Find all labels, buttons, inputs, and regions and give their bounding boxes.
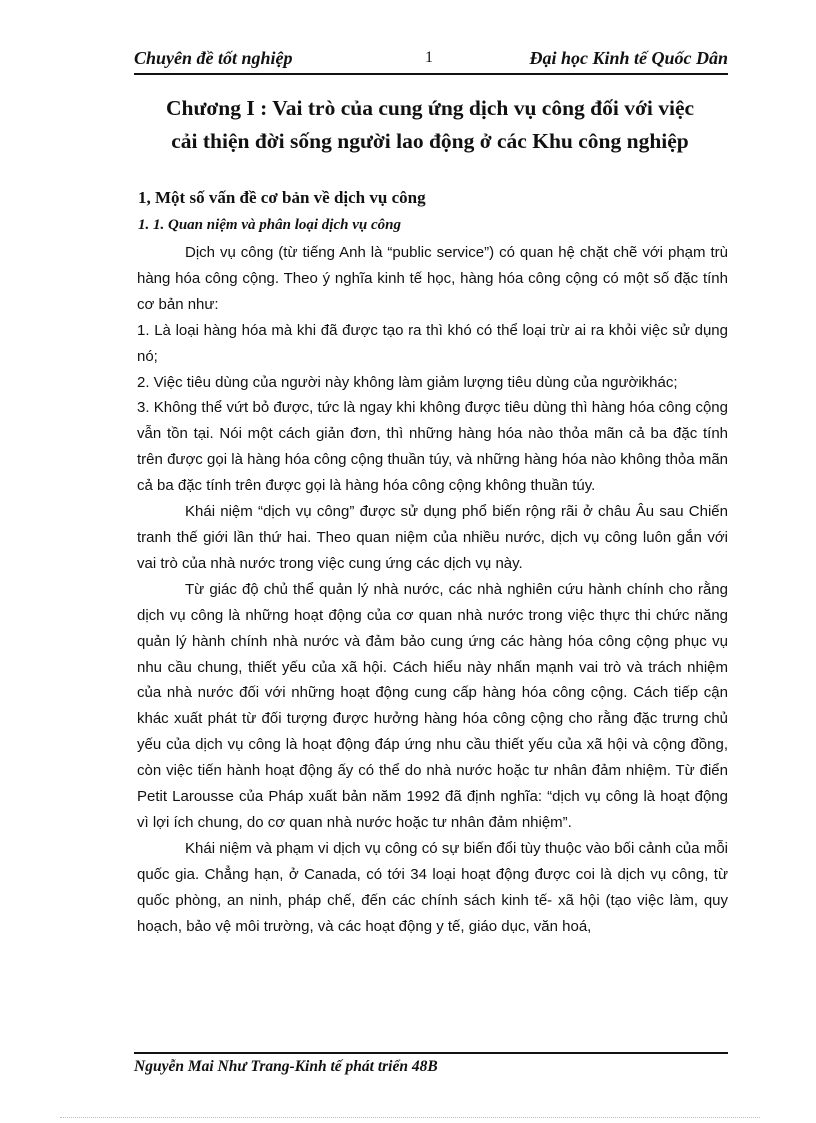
subsection-heading: 1. 1. Quan niệm và phân loại dịch vụ công — [138, 217, 401, 233]
footer-divider — [134, 1052, 728, 1054]
section-heading: 1, Một số vấn đề cơ bản về dịch vụ công — [138, 188, 426, 207]
list-item: 3. Không thể vứt bỏ được, tức là ngay khi không được tiêu dùng thì hàng hóa công cộng vẫn tồn tại. Nói một cách giản đơn, thì những hàng hóa nào thỏa mãn cả ba đặc tính trên được gọi là hàng hóa công cộng thuần túy, và những hàng hóa nào không thỏa mãn cả ba đặc tính trên được gọi là hàng hóa công cộng không thuần túy. — [137, 399, 728, 495]
list-item: 2. Việc tiêu dùng của người này không làm giảm lượng tiêu dùng của ngườikhác; — [137, 373, 678, 391]
chapter-title-line2: cải thiện đời sống người lao động ở các Khu công nghiệp — [171, 129, 689, 153]
paragraph: Khái niệm và phạm vi dịch vụ công có sự biến đổi tùy thuộc vào bối cảnh của mỗi quốc gia. Chẳng hạn, ở Canada, có tới 34 loại hoạt động được coi là dịch vụ công, từ quốc phòng, an ninh, pháp chế, đến các chính sách kinh tế- xã hội (tạo việc làm, quy hoạch, bảo vệ môi trường, và các hoạt động y tế, giáo dục, văn hoá, — [137, 839, 728, 935]
paragraph: Dịch vụ công (từ tiếng Anh là “public service”) có quan hệ chặt chẽ với phạm trù hàng hóa công cộng. Theo ý nghĩa kinh tế học, hàng hóa công cộng có một số đặc tính cơ bản như: — [137, 244, 728, 313]
header-university: Đại học Kinh tế Quốc Dân — [529, 48, 728, 68]
list-item: 1. Là loại hàng hóa mà khi đã được tạo ra thì khó có thể loại trừ ai ra khỏi việc sử dụng nó; — [137, 321, 728, 365]
paragraph: Từ giác độ chủ thể quản lý nhà nước, các nhà nghiên cứu hành chính cho rằng dịch vụ công là những hoạt động của cơ quan nhà nước trong việc thực thi chức năng quản lý hành chính nhà nước và đảm bảo cung ứng các hàng hóa công cộng phục vụ nhu cầu chung, thiết yếu của xã hội. Cách hiểu này nhấn mạnh vai trò và trách nhiệm của nhà nước đối với những hoạt động cung cấp hàng hóa công cộng. Cách tiếp cận khác xuất phát từ đối tượng được hưởng hàng hóa công cộng cho rằng đặc trưng chủ yếu của dịch vụ công là hoạt động đáp ứng nhu cầu thiết yếu của xã hội và cộng đồng, còn việc tiến hành hoạt động ấy có thể do nhà nước hoặc tư nhân đảm nhiệm. Từ điển Petit Larousse của Pháp xuất bản năm 1992 đã định nghĩa: “dịch vụ công là hoạt động vì lợi ích chung, do cơ quan nhà nước hoặc tư nhân đảm nhiệm”. — [137, 580, 728, 831]
header-divider — [134, 73, 728, 75]
chapter-title-line1: Chương I : Vai trò của cung ứng dịch vụ công đối với việc — [165, 96, 695, 120]
body-text — [137, 240, 728, 939]
chapter-title — [100, 92, 760, 158]
header-thesis-label: Chuyên đề tốt nghiệp — [134, 48, 293, 68]
footer-author: Nguyễn Mai Như Trang-Kinh tế phát triển 48B — [134, 1058, 438, 1075]
page-edge-dotted-line — [60, 1117, 760, 1118]
paragraph: Khái niệm “dịch vụ công” được sử dụng phổ biến rộng rãi ở châu Âu sau Chiến tranh thế giới lần thứ hai. Theo quan niệm của nhiều nước, dịch vụ công luôn gắn với vai trò của nhà nước trong việc cung ứng các dịch vụ này. — [137, 503, 728, 572]
page-header — [134, 48, 728, 72]
page-number: 1 — [425, 49, 433, 66]
